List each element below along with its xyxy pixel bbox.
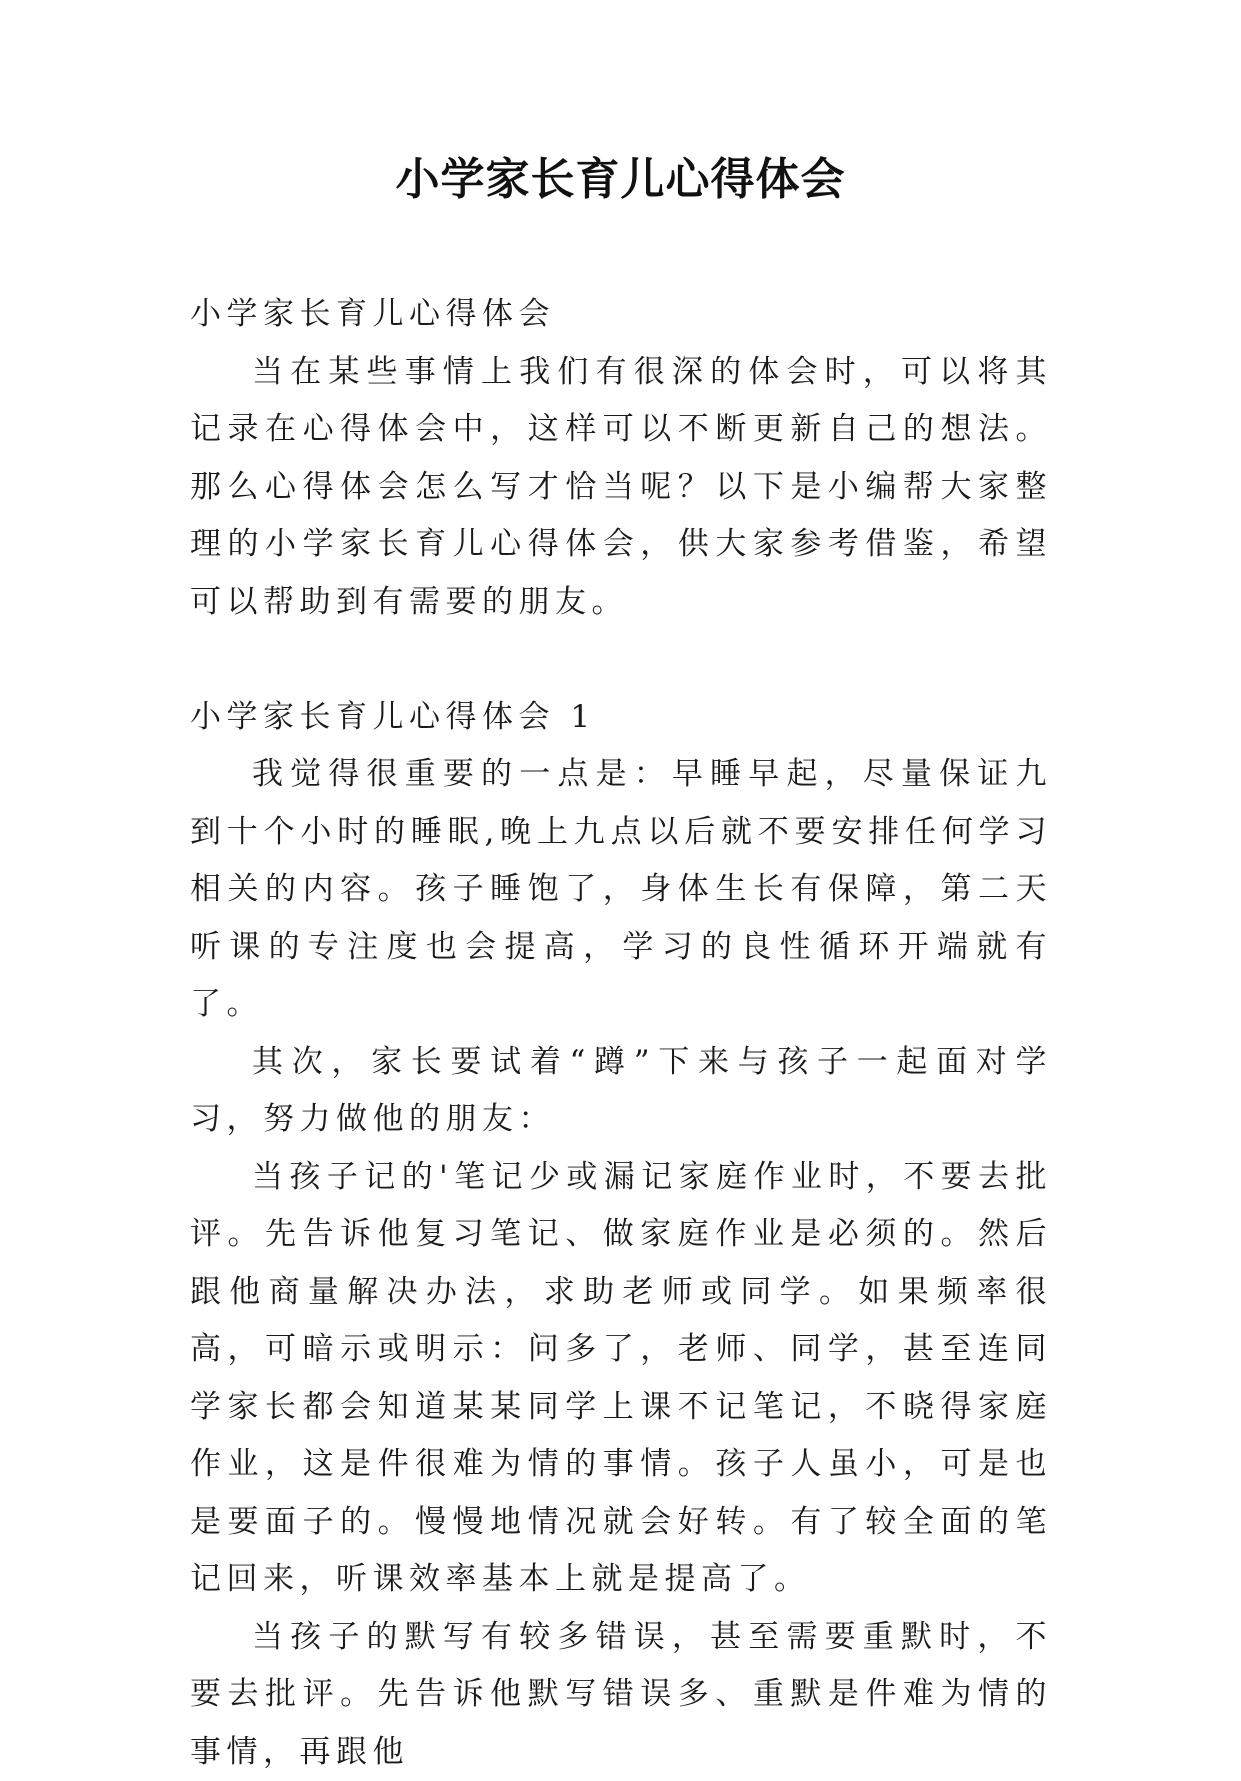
body-paragraph: 我觉得很重要的一点是：早睡早起，尽量保证九到十个小时的睡眠,晚上九点以后就不要安排任何学习相关的内容。孩子睡饱了，身体生长有保障，第二天听课的专注度也会提高，学习的良性循环开端就有了。	[190, 746, 1052, 1034]
document-title: 小学家长育儿心得体会	[0, 150, 1241, 210]
body-paragraph: 当孩子的默写有较多错误，甚至需要重默时，不要去批评。先告诉他默写错误多、重默是件难为情的事情，再跟他	[190, 1609, 1052, 1781]
document-body	[190, 286, 1052, 1781]
body-paragraph: 其次，家长要试着“蹲”下来与孩子一起面对学习，努力做他的朋友：	[190, 1034, 1052, 1149]
intro-paragraph: 当在某些事情上我们有很深的体会时，可以将其记录在心得体会中，这样可以不断更新自己的想法。那么心得体会怎么写才恰当呢？以下是小编帮大家整理的小学家长育儿心得体会，供大家参考借鉴，希望可以帮助到有需要的朋友。	[190, 344, 1052, 632]
intro-heading: 小学家长育儿心得体会	[190, 286, 1052, 344]
body-paragraph: 当孩子记的'笔记少或漏记家庭作业时，不要去批评。先告诉他复习笔记、做家庭作业是必须的。然后跟他商量解决办法，求助老师或同学。如果频率很高，可暗示或明示：问多了，老师、同学，甚至连同学家长都会知道某某同学上课不记笔记，不晓得家庭作业，这是件很难为情的事情。孩子人虽小，可是也是要面子的。慢慢地情况就会好转。有了较全面的笔记回来，听课效率基本上就是提高了。	[190, 1149, 1052, 1609]
section-1-heading: 小学家长育儿心得体会 1	[190, 689, 1052, 747]
section-spacer	[190, 631, 1052, 689]
